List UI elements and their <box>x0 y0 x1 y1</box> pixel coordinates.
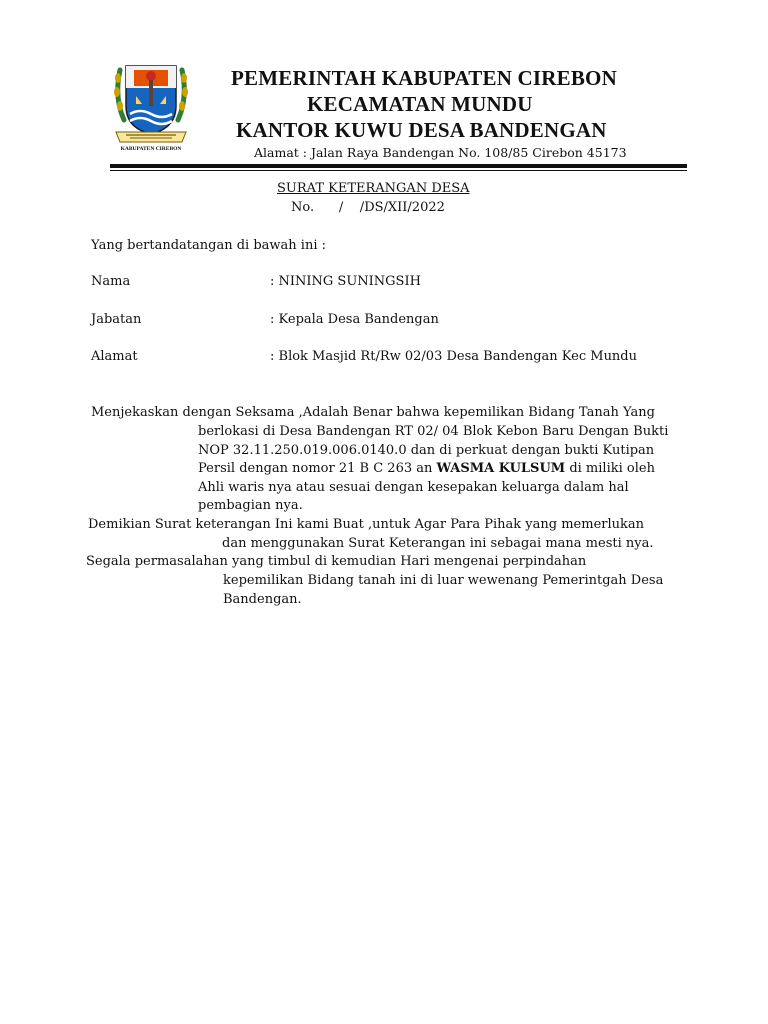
para2-line2: dan menggunakan Surat Keterangan ini sebagai mana mesti nya. <box>222 536 654 551</box>
para1-line4 <box>198 461 655 476</box>
field-label-jabatan: Jabatan <box>91 312 142 327</box>
field-value-jabatan: : Kepala Desa Bandengan <box>270 312 439 327</box>
header-rule-thick <box>110 164 687 168</box>
emblem-icon <box>112 58 190 158</box>
para1-line6: pembagian nya. <box>198 498 303 513</box>
field-value-alamat: : Blok Masjid Rt/Rw 02/03 Desa Bandengan Kec Mundu <box>270 349 638 364</box>
letter-title: SURAT KETERANGAN DESA <box>277 181 470 196</box>
field-label-nama: Nama <box>91 274 131 289</box>
field-label-alamat: Alamat <box>91 349 138 364</box>
para1-line4-pre: Persil dengan nomor 21 B C 263 an <box>198 461 437 476</box>
header-line-1: PEMERINTAH KABUPATEN CIREBON <box>231 66 617 90</box>
para3-line2: kepemilikan Bidang tanah ini di luar wewenang Pemerintgah Desa <box>223 573 664 588</box>
para1-line2: berlokasi di Desa Bandengan RT 02/ 04 Blok Kebon Baru Dengan Bukti <box>198 424 669 439</box>
header-address: Alamat : Jalan Raya Bandengan No. 108/85 Cirebon 45173 <box>254 145 627 160</box>
header-rule-thin <box>110 170 687 171</box>
para1-line5: Ahli waris nya atau sesuai dengan kesepakan keluarga dalam hal <box>198 480 629 495</box>
owner-name: WASMA KULSUM <box>436 461 566 476</box>
header-line-2: KECAMATAN MUNDU <box>307 92 533 116</box>
intro-text: Yang bertandatangan di bawah ini : <box>91 238 326 253</box>
para3-line1: Segala permasalahan yang timbul di kemudian Hari mengenai perpindahan <box>86 554 587 569</box>
para1-line4-post: di miliki oleh <box>565 461 655 476</box>
letter-number: No. / /DS/XII/2022 <box>291 200 445 215</box>
logo-caption: KABUPATEN CIREBON <box>120 146 182 152</box>
para1-line3: NOP 32.11.250.019.006.0140.0 dan di perkuat dengan bukti Kutipan <box>198 443 655 458</box>
header-line-3: KANTOR KUWU DESA BANDENGAN <box>236 118 607 142</box>
kabupaten-cirebon-logo <box>112 58 190 158</box>
para2-line1: Demikian Surat keterangan Ini kami Buat ,untuk Agar Para Pihak yang memerlukan <box>88 517 645 532</box>
field-value-nama: : NINING SUNINGSIH <box>270 274 421 289</box>
para1-line1: Menjekaskan dengan Seksama ,Adalah Benar bahwa kepemilikan Bidang Tanah Yang <box>91 405 655 420</box>
para3-line3: Bandengan. <box>223 592 302 607</box>
